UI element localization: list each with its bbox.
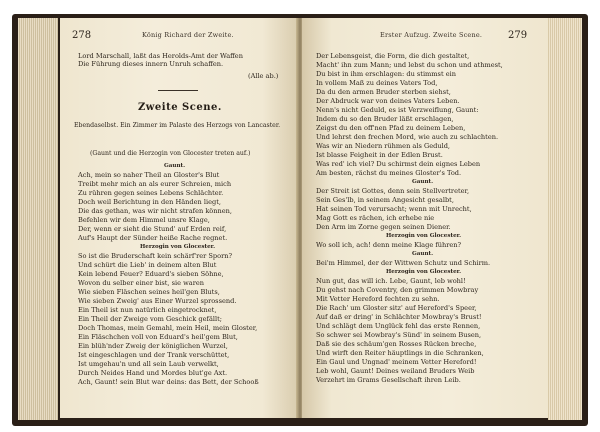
text-line: Wie sieben Fläschen seines heil'gen Bluts,	[78, 288, 220, 296]
text-line: In vollem Maß zu deines Vaters Tod,	[316, 79, 438, 87]
text-line: Zu rühren gegen seines Lebens Schlächter.	[78, 189, 224, 197]
text-line: Zeigst du den off'nen Pfad zu deinem Leben,	[316, 124, 466, 132]
text-line: Sein Ges'lb, in seinem Angesicht gesalbt,	[316, 196, 454, 204]
text-line: Ein Gaul und Ungnad' meinem Vetter Hereford!	[316, 358, 477, 366]
right-page	[302, 18, 548, 418]
text-line: So ist die Bruderschaft kein schärf'rer Sporn?	[78, 252, 233, 260]
text-line: Die Führung dieses innern Unruh schaffen.	[78, 60, 224, 68]
text-line: Nenn's nicht Geduld, es ist Verzweiflung, Gaunt:	[316, 106, 479, 114]
text-line: Macht' ihn zum Mann; und lebst du schon und athmest,	[316, 61, 503, 69]
left-page-number: 278	[72, 30, 92, 41]
text-line: Mag Gott es rächen, ich erhebe nie	[316, 214, 435, 222]
text-line: Mit Vetter Hereford fechten zu sehn.	[316, 295, 440, 303]
speaker-gaunt: Gaunt.	[412, 179, 434, 185]
text-line: Und lehrst den frechen Mord, wie auch zu schlachten.	[316, 133, 499, 141]
speaker-gaunt: Gaunt.	[412, 251, 434, 257]
text-line: Ist blasse Feigheit in der Edlen Brust.	[316, 151, 443, 159]
text-line: Befehlen wir dem Himmel unsre Klage,	[78, 216, 210, 224]
text-line: Wovon du selber einer bist, sie waren	[78, 279, 204, 287]
text-line: Doch weil Berichtung in den Händen liegt,	[78, 198, 221, 206]
text-line: Was red' ich viel? Du schirmst dein eignes Leben	[316, 160, 481, 168]
text-line: Und wirft den Reiter häuptlings in die Schranken,	[316, 349, 484, 357]
exit-note: (Alle ab.)	[248, 72, 279, 80]
text-line: Die das gethan, was wir nicht strafen können,	[78, 207, 233, 215]
text-line: Auf's Haupt der Sünder heiße Rache regnet.	[78, 234, 228, 242]
scene-location: Ebendaselbst. Ein Zimmer im Palaste des Herzogs von Lancaster.	[74, 122, 281, 129]
text-line: Kein lebend Feuer? Eduard's sieben Söhne,	[78, 270, 224, 278]
speaker-duchess: Herzogin von Glocester.	[386, 233, 462, 239]
text-line: Ach, mein so naher Theil an Gloster's Blut	[78, 171, 220, 179]
text-line: Ein Fläschchen voll von Eduard's heil'gem Blut,	[78, 333, 238, 341]
text-line: Und schlägt dem Unglück fehl das erste Rennen,	[316, 322, 481, 330]
text-line: Den Arm im Zorne gegen seinen Diener.	[316, 223, 451, 231]
page-edges-left	[18, 18, 58, 420]
text-line: Lord Marschall, laßt das Herolds-Amt der Waffen	[78, 52, 243, 60]
text-line: Du gehst nach Coventry, den grimmen Mowbray	[316, 286, 479, 294]
scene-title: Zweite Scene.	[138, 102, 222, 113]
left-page	[60, 18, 298, 418]
text-line: Doch Thomas, mein Gemahl, mein Heil, mein Gloster,	[78, 324, 258, 332]
text-line: Nun gut, das will ich. Lebe, Gaunt, leb wohl!	[316, 277, 466, 285]
text-line: Die Rach' um Gloster sitz' auf Hereford's Speer,	[316, 304, 477, 312]
text-line: Du bist in ihm erschlagen: du stimmst ein	[316, 70, 456, 78]
text-line: Wo soll ich, ach! denn meine Klage führen?	[316, 241, 462, 249]
text-line: Der Lebensgeist, die Form, die dich gestaltet,	[316, 52, 470, 60]
speaker-duchess: Herzogin von Glocester.	[386, 269, 462, 275]
text-line: Der Abdruck war von deines Vaters Leben.	[316, 97, 460, 105]
divider-rule	[158, 90, 198, 91]
text-line: Der, wenn er sieht die Stund' auf Erden reif,	[78, 225, 227, 233]
speaker-gaunt: Gaunt.	[164, 163, 186, 169]
text-line: Verzehrt im Grams Gesellschaft ihren Leib.	[316, 376, 461, 384]
text-line: Ein Theil ist nun natürlich eingetrocknet,	[78, 306, 217, 314]
text-line: Indem du so den Bruder läßt erschlagen,	[316, 115, 454, 123]
right-running-head: Erster Aufzug. Zweite Scene.	[380, 31, 483, 39]
text-line: Auf daß er dring' in Schlächter Mowbray's Brust!	[316, 313, 482, 321]
text-line: Durch Neides Hand und Mordes blut'ge Axt.	[78, 369, 228, 377]
text-line: Ach, Gaunt! sein Blut war deins: das Bett, der Schooß	[78, 378, 259, 386]
text-line: Treibt mehr mich an als eurer Schreien, mich	[78, 180, 232, 188]
text-line: So schwer sei Mowbray's Sünd' in seinem Busen,	[316, 331, 482, 339]
page-edges-right	[548, 18, 582, 420]
text-line: Da du den armen Bruder sterben siehst,	[316, 88, 451, 96]
text-line: Was wir an Niedern rühmen als Geduld,	[316, 142, 451, 150]
text-line: Ist umgehau'n und all sein Laub verwelkt,	[78, 360, 219, 368]
text-line: Ein blüh'nder Zweig der königlichen Wurzel,	[78, 342, 228, 350]
text-line: Bei'm Himmel, der der Wittwen Schutz und Schirm.	[316, 259, 491, 267]
text-line: Ein Theil der Zweige vom Geschick gefällt;	[78, 315, 222, 323]
text-line: Ist eingeschlagen und der Trank verschüttet,	[78, 351, 230, 359]
text-line: Der Streit ist Gottes, denn sein Stellvertreter,	[316, 187, 470, 195]
text-line: Hat seinen Tod verursacht; wenn mit Unrecht,	[316, 205, 472, 213]
stage-direction: (Gaunt und die Herzogin von Glocester treten auf.)	[90, 150, 251, 157]
text-line: Am besten, rächst du meines Gloster's Tod.	[316, 169, 462, 177]
speaker-duchess: Herzogin von Glocester.	[140, 244, 216, 250]
text-line: Daß sie des schäum'gen Rosses Rücken breche,	[316, 340, 477, 348]
right-page-number: 279	[508, 30, 528, 41]
text-line: Wie sieben Zweig' aus Einer Wurzel sprossend.	[78, 297, 237, 305]
text-line: Leb wohl, Gaunt! Deines weiland Bruders Weib	[316, 367, 475, 375]
left-running-head: König Richard der Zweite.	[142, 31, 234, 39]
text-line: Und schürt die Lieb' in deinem alten Blut	[78, 261, 217, 269]
